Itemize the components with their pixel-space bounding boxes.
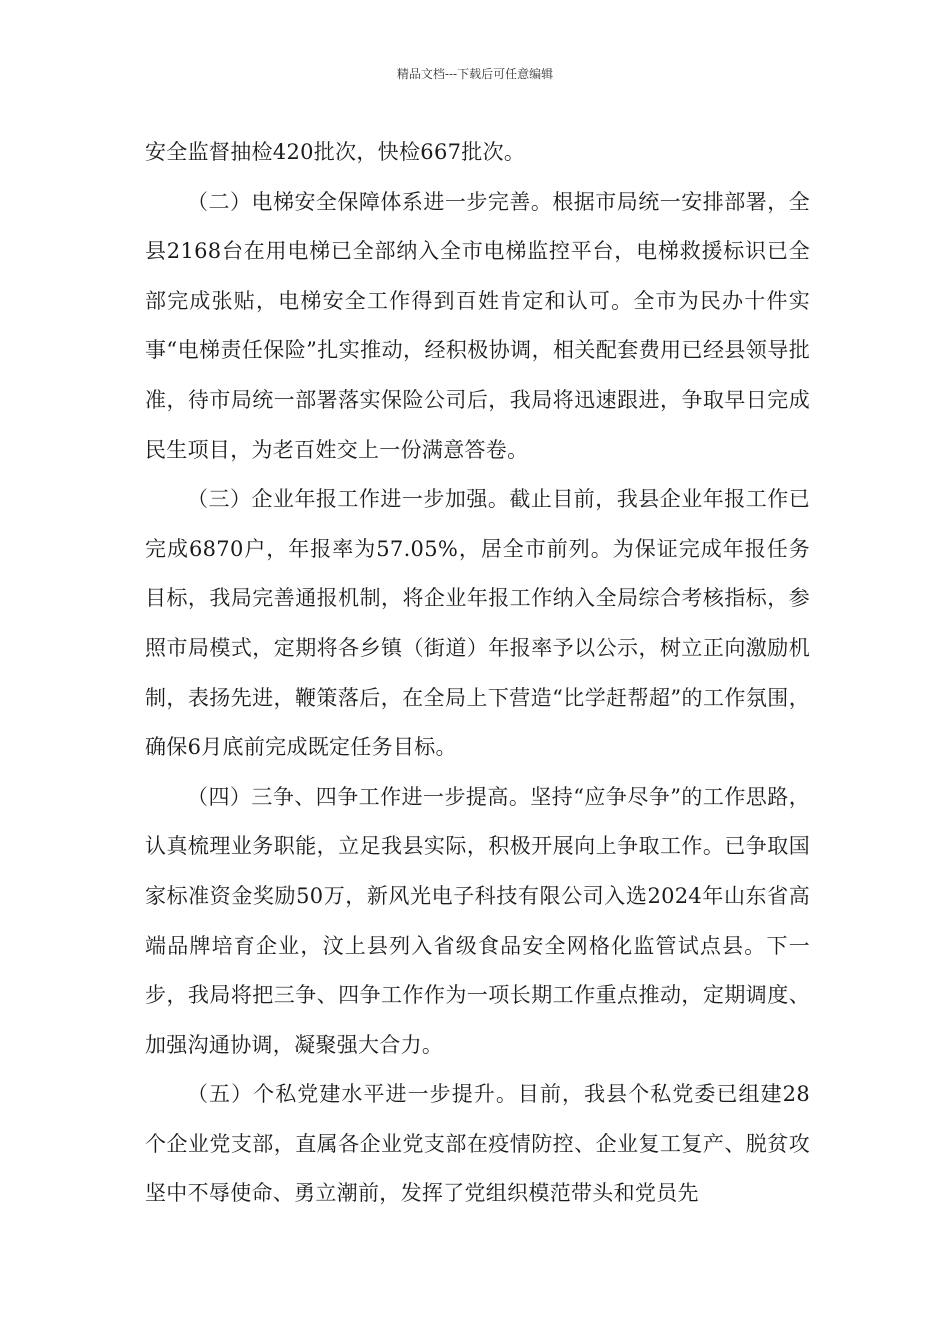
document-body [145,128,810,1219]
page-header: 精品文档---下载后可任意编辑 [396,67,554,81]
paragraph-party-building: （五）个私党建水平进一步提升。目前，我县个私党委已组建28个企业党支部，直属各企业党支部在疫情防控、企业复工复产、脱贫攻坚中不辱使命、勇立潮前，发挥了党组织模范带头和党员先 [145,1082,810,1206]
paragraph-competition-work: （四）三争、四争工作进一步提高。坚持“应争尽争”的工作思路，认真梳理业务职能，立足我县实际，积极开展向上争取工作。已争取国家标准资金奖励50万，新风光电子科技有限公司入选2024年山东省高端品牌培育企业，汶上县列入省级食品安全网格化监管试点县。下一步，我局将把三争、四争工作作为一项长期工作重点推动，定期调度、加强沟通协调，凝聚强大合力。 [145,784,810,1057]
paragraph-annual-report: （三）企业年报工作进一步加强。截止目前，我县企业年报工作已完成6870户，年报率为57.05%，居全市前列。为保证完成年报任务目标，我局完善通报机制，将企业年报工作纳入全局综合考核指标，参照市局模式，定期将各乡镇（街道）年报率予以公示，树立正向激励机制，表扬先进，鞭策落后，在全局上下营造“比学赶帮超”的工作氛围，确保6月底前完成既定任务目标。 [145,487,810,760]
paragraph-elevator-safety: （二）电梯安全保障体系进一步完善。根据市局统一安排部署，全县2168台在用电梯已全部纳入全市电梯监控平台，电梯救援标识已全部完成张贴，电梯安全工作得到百姓肯定和认可。全市为民办十件实事“电梯责任保险”扎实推动，经积极协调，相关配套费用已经县领导批准，待市局统一部署落实保险公司后，我局将迅速跟进，争取早日完成民生项目，为老百姓交上一份满意答卷。 [145,189,810,462]
paragraph-continuation: 安全监督抽检420批次，快检667批次。 [145,140,526,164]
